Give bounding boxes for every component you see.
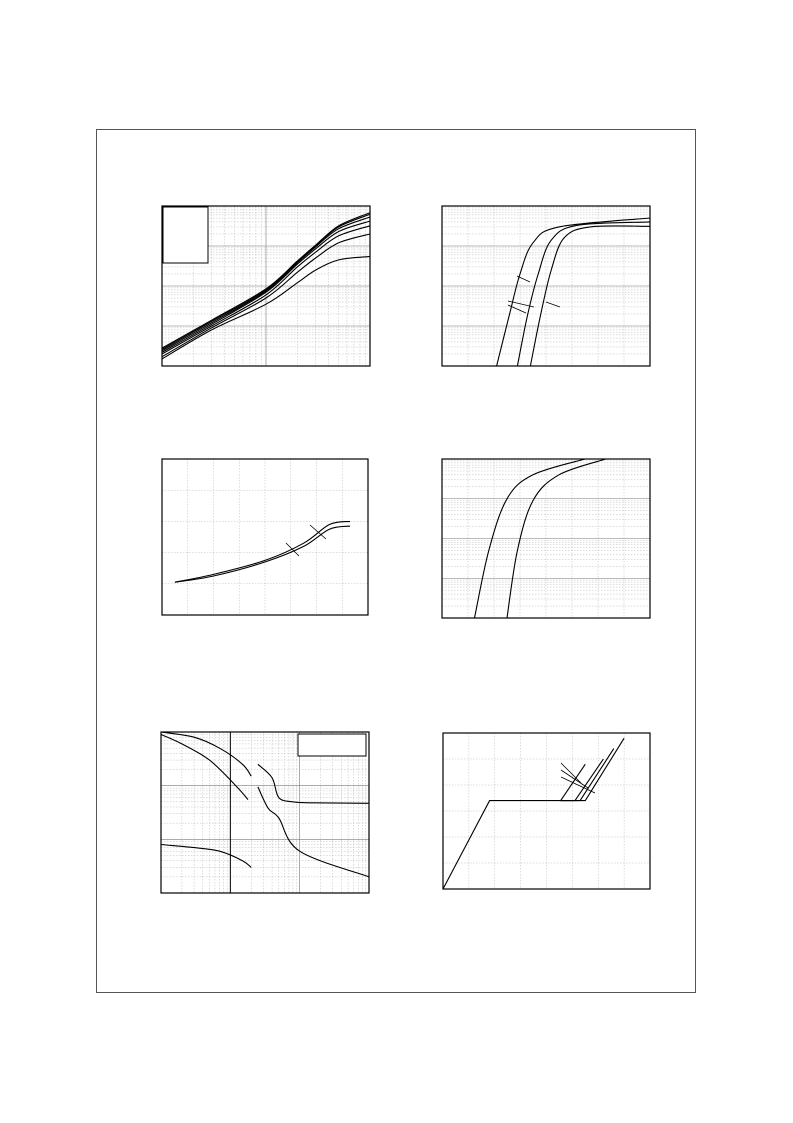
chart-3	[162, 459, 368, 615]
chart-6	[443, 733, 650, 889]
chart-1	[162, 206, 370, 366]
legend-box	[298, 734, 366, 756]
chart-5	[161, 732, 369, 893]
chart-2	[442, 206, 650, 366]
legend-box	[163, 207, 208, 263]
chart-4	[442, 459, 650, 618]
